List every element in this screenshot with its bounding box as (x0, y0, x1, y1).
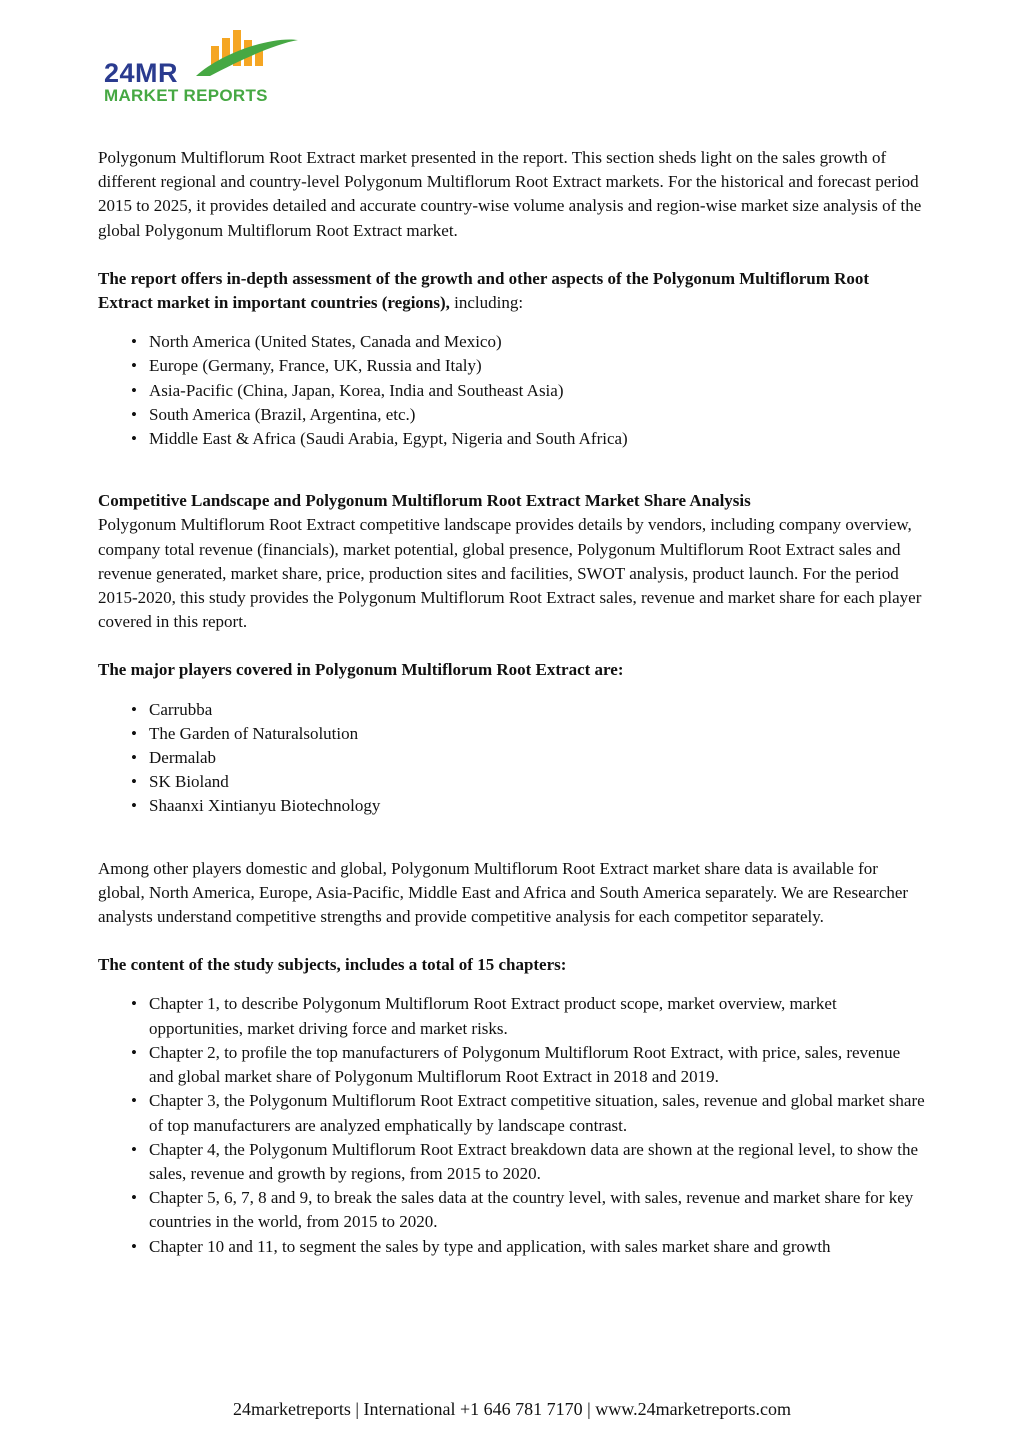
list-item: • Chapter 4, the Polygonum Multiflorum Root Extract breakdown data are shown at the regional level, to show the sales, revenue and growth by regions, from 2015 to 2020. (149, 1138, 928, 1186)
list-item: • Chapter 2, to profile the top manufacturers of Polygonum Multiflorum Root Extract, with price, sales, revenue and global market share of Polygonum Multiflorum Root Extract in 2018 and 2019. (149, 1041, 928, 1089)
chapters-list (98, 992, 928, 1258)
list-item: • Dermalab (149, 746, 928, 770)
intro-paragraph: Polygonum Multiflorum Root Extract market presented in the report. This section sheds light on the sales growth of different regional and country-level Polygonum Multiflorum Root Extract markets. For the historical and forecast period 2015 to 2025, it provides detailed and accurate country-wise volume analysis and region-wise market size analysis of the global Polygonum Multiflorum Root Extract market. (98, 148, 922, 240)
regions-list (98, 330, 928, 451)
players-list (98, 698, 928, 819)
players-heading (98, 658, 928, 682)
other-players-paragraph: Among other players domestic and global, Polygonum Multiflorum Root Extract market share data is available for global, North America, Europe, Asia-Pacific, Middle East and Africa and South America separately. We are Researcher analysts understand competitive strengths and provide competitive analysis for each competitor separately. (98, 858, 909, 927)
list-item: • Chapter 5, 6, 7, 8 and 9, to break the sales data at the country level, with sales, revenue and market share for key countries in the world, from 2015 to 2020. (149, 1186, 928, 1234)
competitive-heading-text: Competitive Landscape and Polygonum Multiflorum Root Extract Market Share Analysis (98, 491, 751, 511)
players-heading-text: The major players covered in Polygonum Multiflorum Root Extract are: (98, 660, 624, 680)
logo-subtitle: MARKET REPORTS (104, 86, 268, 105)
regions-heading-bold: The report offers in-depth assessment of the growth and other aspects of the Polygonum Multiflorum Root Extract market in important countries (regions), (98, 268, 870, 313)
regions-heading (98, 267, 928, 315)
list-item: • The Garden of Naturalsolution (149, 722, 928, 746)
list-item: • Chapter 1, to describe Polygonum Multiflorum Root Extract product scope, market overview, market opportunities, market driving force and market risks. (149, 992, 928, 1040)
list-item: • Carrubba (149, 698, 928, 722)
chapters-heading (98, 953, 928, 977)
competitive-heading (98, 489, 928, 513)
list-item: • Europe (Germany, France, UK, Russia and Italy) (149, 354, 928, 378)
chapters-heading-text: The content of the study subjects, includes a total of 15 chapters: (98, 955, 567, 975)
regions-heading-normal: including: (449, 293, 524, 313)
competitive-paragraph: Polygonum Multiflorum Root Extract competitive landscape provides details by vendors, including company overview, company total revenue (financials), market potential, global presence, Polygonum Multiflorum Root Extract sales and revenue generated, market share, price, production sites and facilities, SWOT analysis, product launch. For the period 2015-2020, this study provides the Polygonum Multiflorum Root Extract sales, revenue and market share for each player covered in this report. (98, 515, 922, 632)
list-item: • South America (Brazil, Argentina, etc.) (149, 403, 928, 427)
footer-contact: 24marketreports | International +1 646 781 7170 | www.24marketreports.com (232, 1399, 792, 1419)
company-logo (100, 26, 305, 110)
list-item: • Asia-Pacific (China, Japan, Korea, India and Southeast Asia) (149, 379, 928, 403)
list-item: • Chapter 3, the Polygonum Multiflorum Root Extract competitive situation, sales, revenue and global market share of top manufacturers are analyzed emphatically by landscape contrast. (149, 1089, 928, 1137)
report-body (98, 146, 928, 1259)
list-item: • Middle East & Africa (Saudi Arabia, Egypt, Nigeria and South Africa) (149, 427, 928, 451)
list-item: • Shaanxi Xintianyu Biotechnology (149, 794, 928, 818)
list-item: • SK Bioland (149, 770, 928, 794)
page-footer (0, 1399, 1024, 1420)
list-item: • North America (United States, Canada and Mexico) (149, 330, 928, 354)
logo-number: 24MR (104, 58, 179, 88)
list-item: • Chapter 10 and 11, to segment the sales by type and application, with sales market share and growth (149, 1235, 928, 1259)
